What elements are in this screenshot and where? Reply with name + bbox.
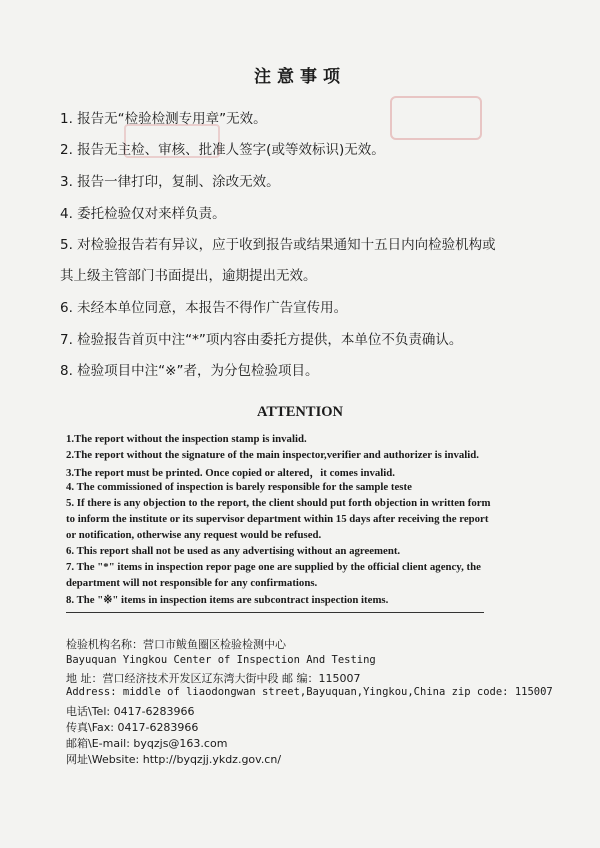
- email: 邮箱\E-mail: byqzjs@163.com: [66, 737, 228, 750]
- notice-item-cn-7: 7. 检验报告首页中注“*”项内容由委托方提供，本单位不负责确认。: [60, 332, 463, 348]
- notice-item-cn-5-cont: 其上级主管部门书面提出，逾期提出无效。: [60, 268, 317, 284]
- notice-item-cn-3: 3. 报告一律打印，复制、涂改无效。: [60, 174, 280, 190]
- section-divider: [66, 612, 484, 613]
- faded-stamp-mark: [390, 96, 482, 140]
- attention-item-7-cont: department will not responsible for any confirmations.: [66, 577, 318, 589]
- org-name-en: Bayuquan Yingkou Center of Inspection And Testing: [66, 654, 376, 666]
- attention-item-5-cont-2: or notification, otherwise any request would be refused.: [66, 529, 322, 541]
- attention-item-5: 5. If there is any objection to the report, the client should put forth objection in written form: [66, 497, 491, 509]
- notice-item-cn-5: 5. 对检验报告若有异议，应于收到报告或结果通知十五日内向检验机构或: [60, 237, 496, 253]
- notice-title-cn: 注意事项: [254, 67, 346, 87]
- attention-title: ATTENTION: [257, 404, 343, 420]
- attention-item-4: 4. The commissioned of inspection is barely responsible for the sample teste: [66, 481, 412, 493]
- notice-item-cn-6: 6. 未经本单位同意，本报告不得作广告宣传用。: [60, 300, 348, 316]
- notice-item-cn-8: 8. 检验项目中注“※”者，为分包检验项目。: [60, 363, 319, 379]
- attention-item-1: 1.The report without the inspection stamp is invalid.: [66, 433, 307, 445]
- attention-item-7: 7. The "*" items in inspection repor page one are supplied by the official client agency, the: [66, 561, 481, 573]
- notice-item-cn-4: 4. 委托检验仅对来样负责。: [60, 206, 226, 222]
- fax: 传真\Fax: 0417-6283966: [66, 721, 199, 734]
- address-en: Address: middle of liaodongwan street,Bayuquan,Yingkou,China zip code: 115007: [66, 686, 553, 698]
- address-cn: 地 址：营口经济技术开发区辽东湾大街中段 邮 编：115007: [66, 672, 361, 685]
- attention-item-8: 8. The "※" items in inspection items are subcontract inspection items.: [66, 594, 389, 606]
- notice-item-cn-1: 1. 报告无“检验检测专用章”无效。: [60, 111, 267, 127]
- website: 网址\Website: http://byqzjj.ykdz.gov.cn/: [66, 753, 282, 766]
- attention-item-6: 6. This report shall not be used as any advertising without an agreement.: [66, 545, 401, 557]
- telephone: 电话\Tel: 0417-6283966: [66, 705, 195, 718]
- org-name-cn: 检验机构名称：营口市鲅鱼圈区检验检测中心: [66, 638, 286, 651]
- notice-item-cn-2: 2. 报告无主检、审核、批准人签字(或等效标识)无效。: [60, 142, 385, 158]
- attention-item-2: 2.The report without the signature of the main inspector,verifier and authorizer is invalid.: [66, 449, 479, 461]
- attention-item-5-cont-1: to inform the institute or its supervisor department within 15 days after receiving the report: [66, 513, 489, 525]
- attention-item-3: 3.The report must be printed. Once copied or altered，it comes invalid.: [66, 467, 395, 479]
